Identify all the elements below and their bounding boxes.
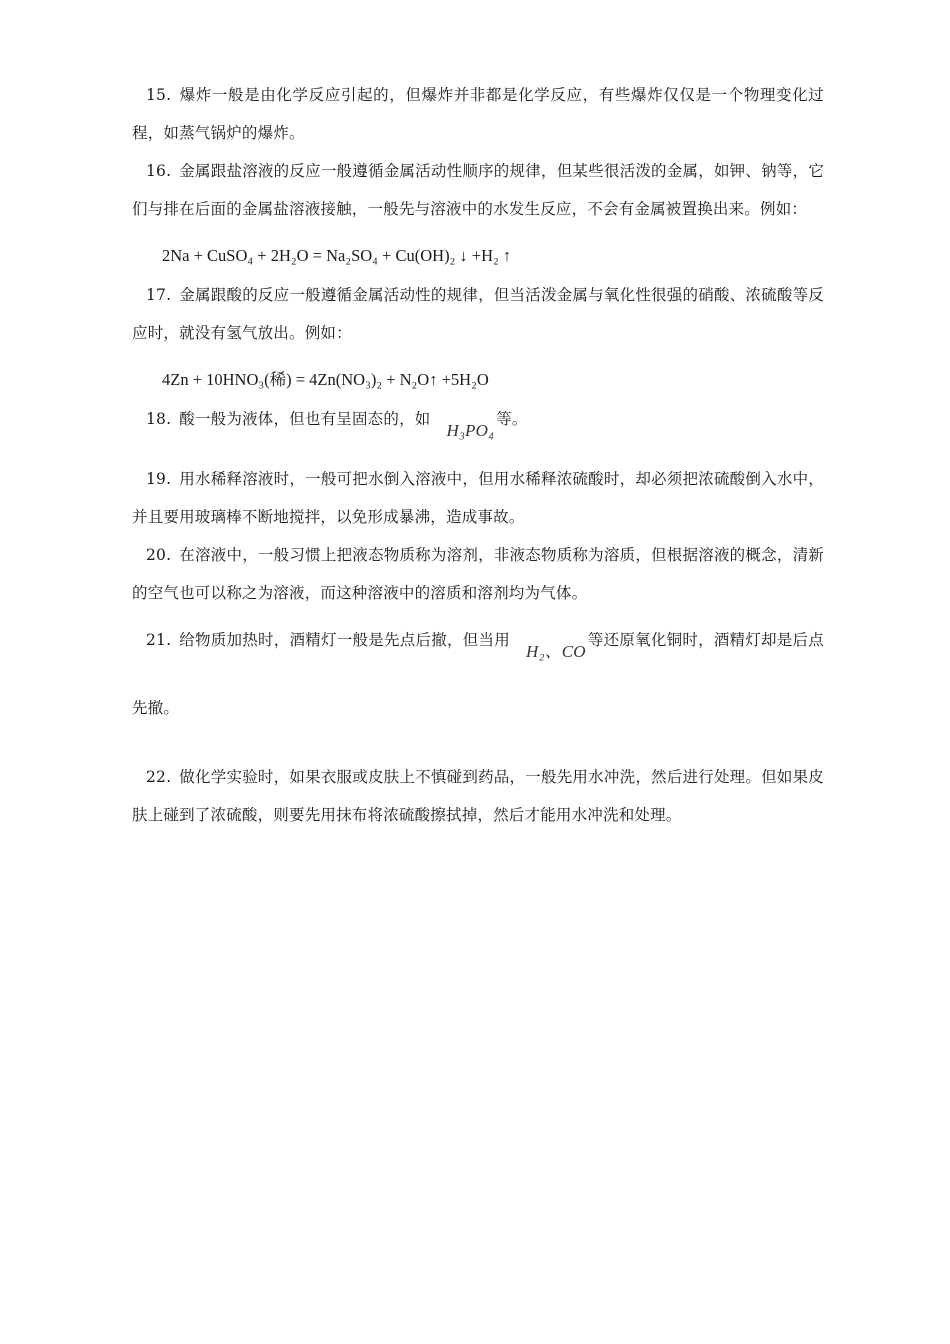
item-number: 17. — [146, 286, 172, 304]
item-number: 18. — [146, 410, 172, 428]
item-number: 20. — [146, 546, 172, 564]
equation-sodium-copper-sulfate — [162, 236, 824, 276]
item-16 — [132, 152, 824, 228]
item-number: 19. — [146, 470, 172, 488]
item-22 — [132, 758, 824, 834]
item-text: 金属跟酸的反应一般遵循金属活动性的规律，但当活泼金属与氧化性很强的硝酸、浓硫酸等反应时，就没有氢气放出。例如： — [132, 286, 824, 342]
item-text-after: 等。 — [496, 410, 528, 428]
item-text-before: 酸一般为液体，但也有呈固态的，如 — [179, 410, 431, 428]
formula-hydrogen-carbon-monoxide: H₂、CO — [525, 642, 586, 661]
item-text: 爆炸一般是由化学反应引起的，但爆炸并非都是化学反应，有些爆炸仅仅是一个物理变化过程，如蒸气锅炉的爆炸。 — [132, 86, 824, 142]
equation-text: 4Zn + 10HNO₃(稀) = 4Zn(NO₃)₂ + N₂O↑ +5H₂O — [162, 370, 489, 389]
equation-zinc-nitric-acid — [162, 360, 824, 400]
item-text: 金属跟盐溶液的反应一般遵循金属活动性顺序的规律，但某些很活泼的金属，如钾、钠等，它们与排在后面的金属盐溶液接触，一般先与溶液中的水发生反应，不会有金属被置换出来。例如： — [132, 162, 824, 218]
item-21 — [132, 612, 824, 736]
item-number: 15. — [146, 86, 172, 104]
item-number: 16. — [146, 162, 172, 180]
document-page — [132, 76, 824, 834]
formula-phosphoric-acid: H₃PO₄ — [446, 421, 495, 440]
item-number: 21. — [146, 631, 172, 649]
item-text: 用水稀释溶液时，一般可把水倒入溶液中，但用水稀释浓硫酸时，却必须把浓硫酸倒入水中，并且要用玻璃棒不断地搅拌，以免形成暴沸，造成事故。 — [132, 470, 824, 526]
equation-text: 2Na + CuSO₄ + 2H₂O = Na₂SO₄ + Cu(OH)₂ ↓ +H₂ ↑ — [162, 246, 512, 265]
item-text: 做化学实验时，如果衣服或皮肤上不慎碰到药品，一般先用水冲洗，然后进行处理。但如果皮肤上碰到了浓硫酸，则要先用抹布将浓硫酸擦拭掉，然后才能用水冲洗和处理。 — [132, 768, 824, 824]
item-text-after: 等还原氧化铜时，酒精灯却是后点先撤。 — [132, 631, 824, 717]
item-text: 在溶液中，一般习惯上把液态物质称为溶剂，非液态物质称为溶质，但根据溶液的概念，清新的空气也可以称之为溶液，而这种溶液中的溶质和溶剂均为气体。 — [132, 546, 824, 602]
item-17 — [132, 276, 824, 352]
item-18 — [132, 400, 824, 450]
item-15 — [132, 76, 824, 152]
item-text-before: 给物质加热时，酒精灯一般是先点后撤，但当用 — [179, 631, 510, 649]
item-20 — [132, 536, 824, 612]
item-number: 22. — [146, 768, 172, 786]
item-19 — [132, 460, 824, 536]
